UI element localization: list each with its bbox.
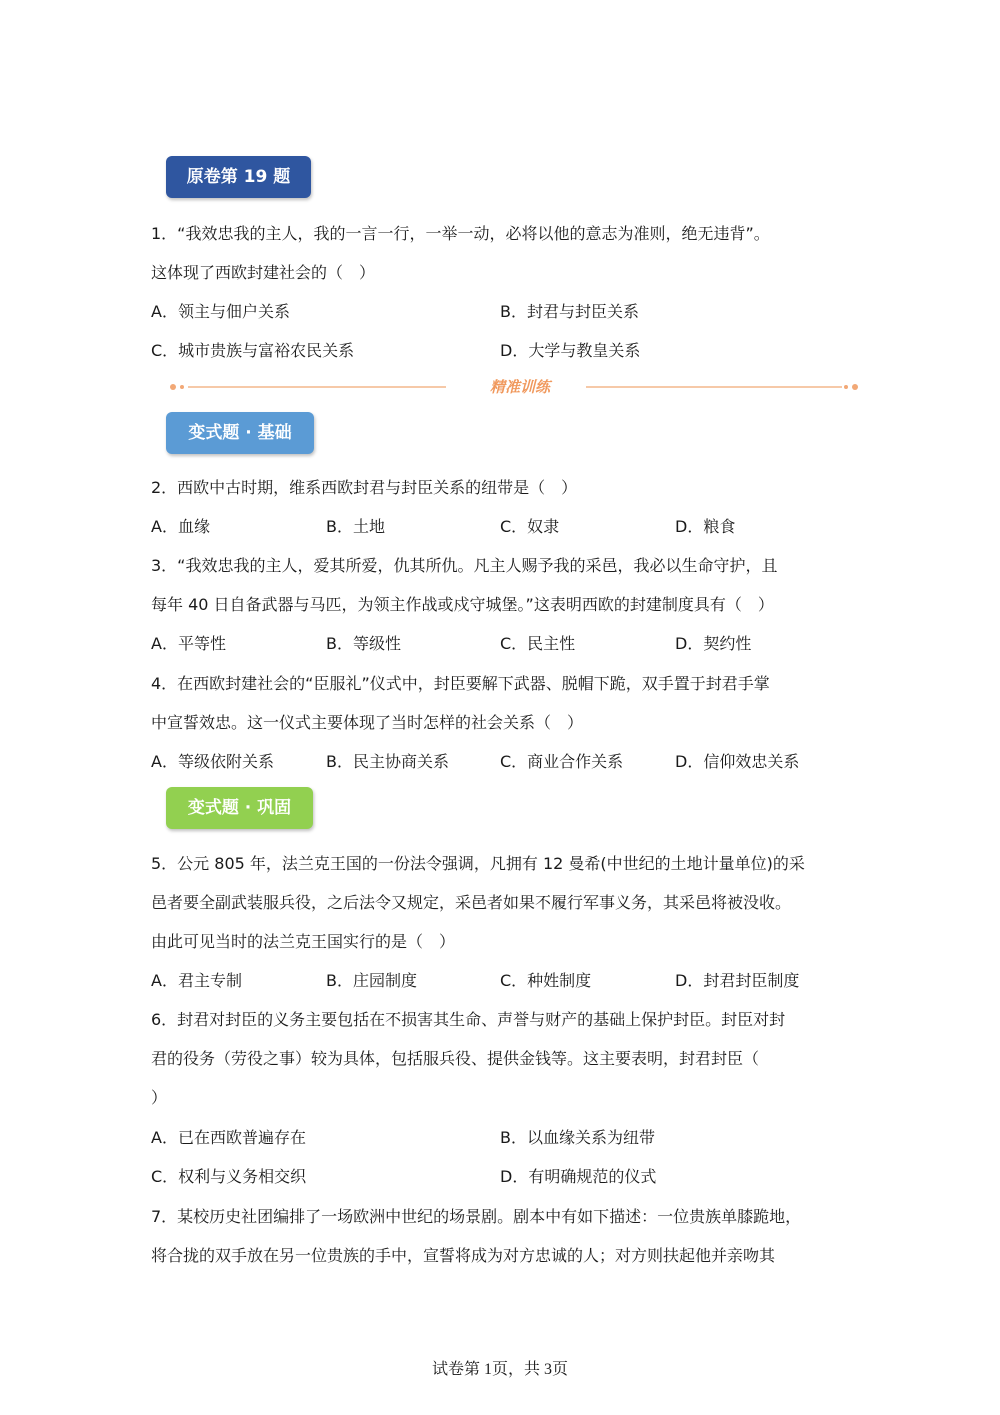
question-3-option-b: B．等级性 (326, 634, 401, 653)
question-6-line-3: ） (151, 1088, 168, 1107)
question-1-option-b: B．封君与封臣关系 (500, 302, 639, 321)
divider-label: 精准训练 (489, 378, 550, 396)
question-5-line-2: 邑者要全副武装服兵役，之后法令又规定，采邑者如果不履行军事义务，其采邑将被没收。 (151, 893, 792, 912)
badge-variant-consolidate: 变式题 · 巩固 (166, 787, 313, 829)
question-6-line-2: 君的役务（劳役之事）较为具体，包括服兵役、提供金钱等。这主要表明，封君封臣（ (151, 1049, 760, 1068)
question-6-option-a: A．已在西欧普遍存在 (151, 1128, 306, 1147)
question-1-option-d: D．大学与教皇关系 (500, 341, 641, 360)
section-divider (170, 377, 860, 397)
question-3-option-a: A．平等性 (151, 634, 226, 653)
badge-original-question: 原卷第 19 题 (166, 156, 311, 198)
question-2-line-1: 2．西欧中古时期，维系西欧封君与封臣关系的纽带是（ ） (151, 478, 578, 497)
question-6-line-1: 6．封君对封臣的义务主要包括在不损害其生命、声誉与财产的基础上保护封臣。封臣对封 (151, 1010, 786, 1029)
question-5-option-d: D．封君封臣制度 (675, 971, 800, 990)
question-5-option-b: B．庄园制度 (326, 971, 417, 990)
question-7-line-2: 将合拢的双手放在另一位贵族的手中，宣誓将成为对方忠诚的人；对方则扶起他并亲吻其 (151, 1246, 776, 1265)
question-1-option-c: C．城市贵族与富裕农民关系 (151, 341, 355, 360)
divider-dot-icon (170, 384, 176, 390)
page-footer: 试卷第 1页，共 3页 (431, 1361, 568, 1378)
question-5-line-3: 由此可见当时的法兰克王国实行的是（ ） (151, 932, 456, 951)
question-3-option-d: D．契约性 (675, 634, 752, 653)
question-4-option-a: A．等级依附关系 (151, 752, 274, 771)
question-5-line-1: 5．公元 805 年，法兰克王国的一份法令强调，凡拥有 12 曼希(中世纪的土地计量单位)的采 (151, 854, 805, 873)
badge-variant-basic: 变式题 · 基础 (166, 412, 314, 454)
question-2-option-c: C．奴隶 (500, 517, 560, 536)
question-7-line-1: 7．某校历史社团编排了一场欧洲中世纪的场景剧。剧本中有如下描述：一位贵族单膝跪地， (151, 1207, 802, 1226)
question-4-line-1: 4．在西欧封建社会的“臣服礼”仪式中，封臣要解下武器、脱帽下跪，双手置于封君手掌 (151, 674, 770, 693)
question-1-option-a: A．领主与佃户关系 (151, 302, 290, 321)
question-5-option-a: A．君主专制 (151, 971, 242, 990)
question-6-option-b: B．以血缘关系为纽带 (500, 1128, 655, 1147)
question-4-option-c: C．商业合作关系 (500, 752, 624, 771)
question-6-option-c: C．权利与义务相交织 (151, 1167, 307, 1186)
question-4-line-2: 中宣誓效忠。这一仪式主要体现了当时怎样的社会关系（ ） (151, 713, 584, 732)
question-3-line-1: 3．“我效忠我的主人，爱其所爱，仇其所仇。凡主人赐予我的采邑，我必以生命守护，且 (151, 556, 778, 575)
divider-dot-icon (844, 385, 848, 389)
question-6-option-d: D．有明确规范的仪式 (500, 1167, 657, 1186)
divider-dot-icon (180, 385, 184, 389)
question-3-option-c: C．民主性 (500, 634, 576, 653)
question-2-option-a: A．血缘 (151, 517, 210, 536)
question-5-option-c: C．种姓制度 (500, 971, 592, 990)
divider-line-right (586, 386, 842, 388)
question-2-option-b: B．土地 (326, 517, 385, 536)
divider-line-left (188, 386, 446, 388)
question-1-line-2: 这体现了西欧封建社会的（ ） (151, 263, 376, 282)
question-3-line-2: 每年 40 日自备武器与马匹，为领主作战或戍守城堡。”这表明西欧的封建制度具有（ ） (151, 595, 774, 614)
question-2-option-d: D．粮食 (675, 517, 736, 536)
divider-dot-icon (852, 384, 858, 390)
question-4-option-b: B．民主协商关系 (326, 752, 449, 771)
question-1-line-1: 1．“我效忠我的主人，我的一言一行，一举一动，必将以他的意志为准则，绝无违背”。 (151, 224, 770, 243)
question-4-option-d: D．信仰效忠关系 (675, 752, 800, 771)
